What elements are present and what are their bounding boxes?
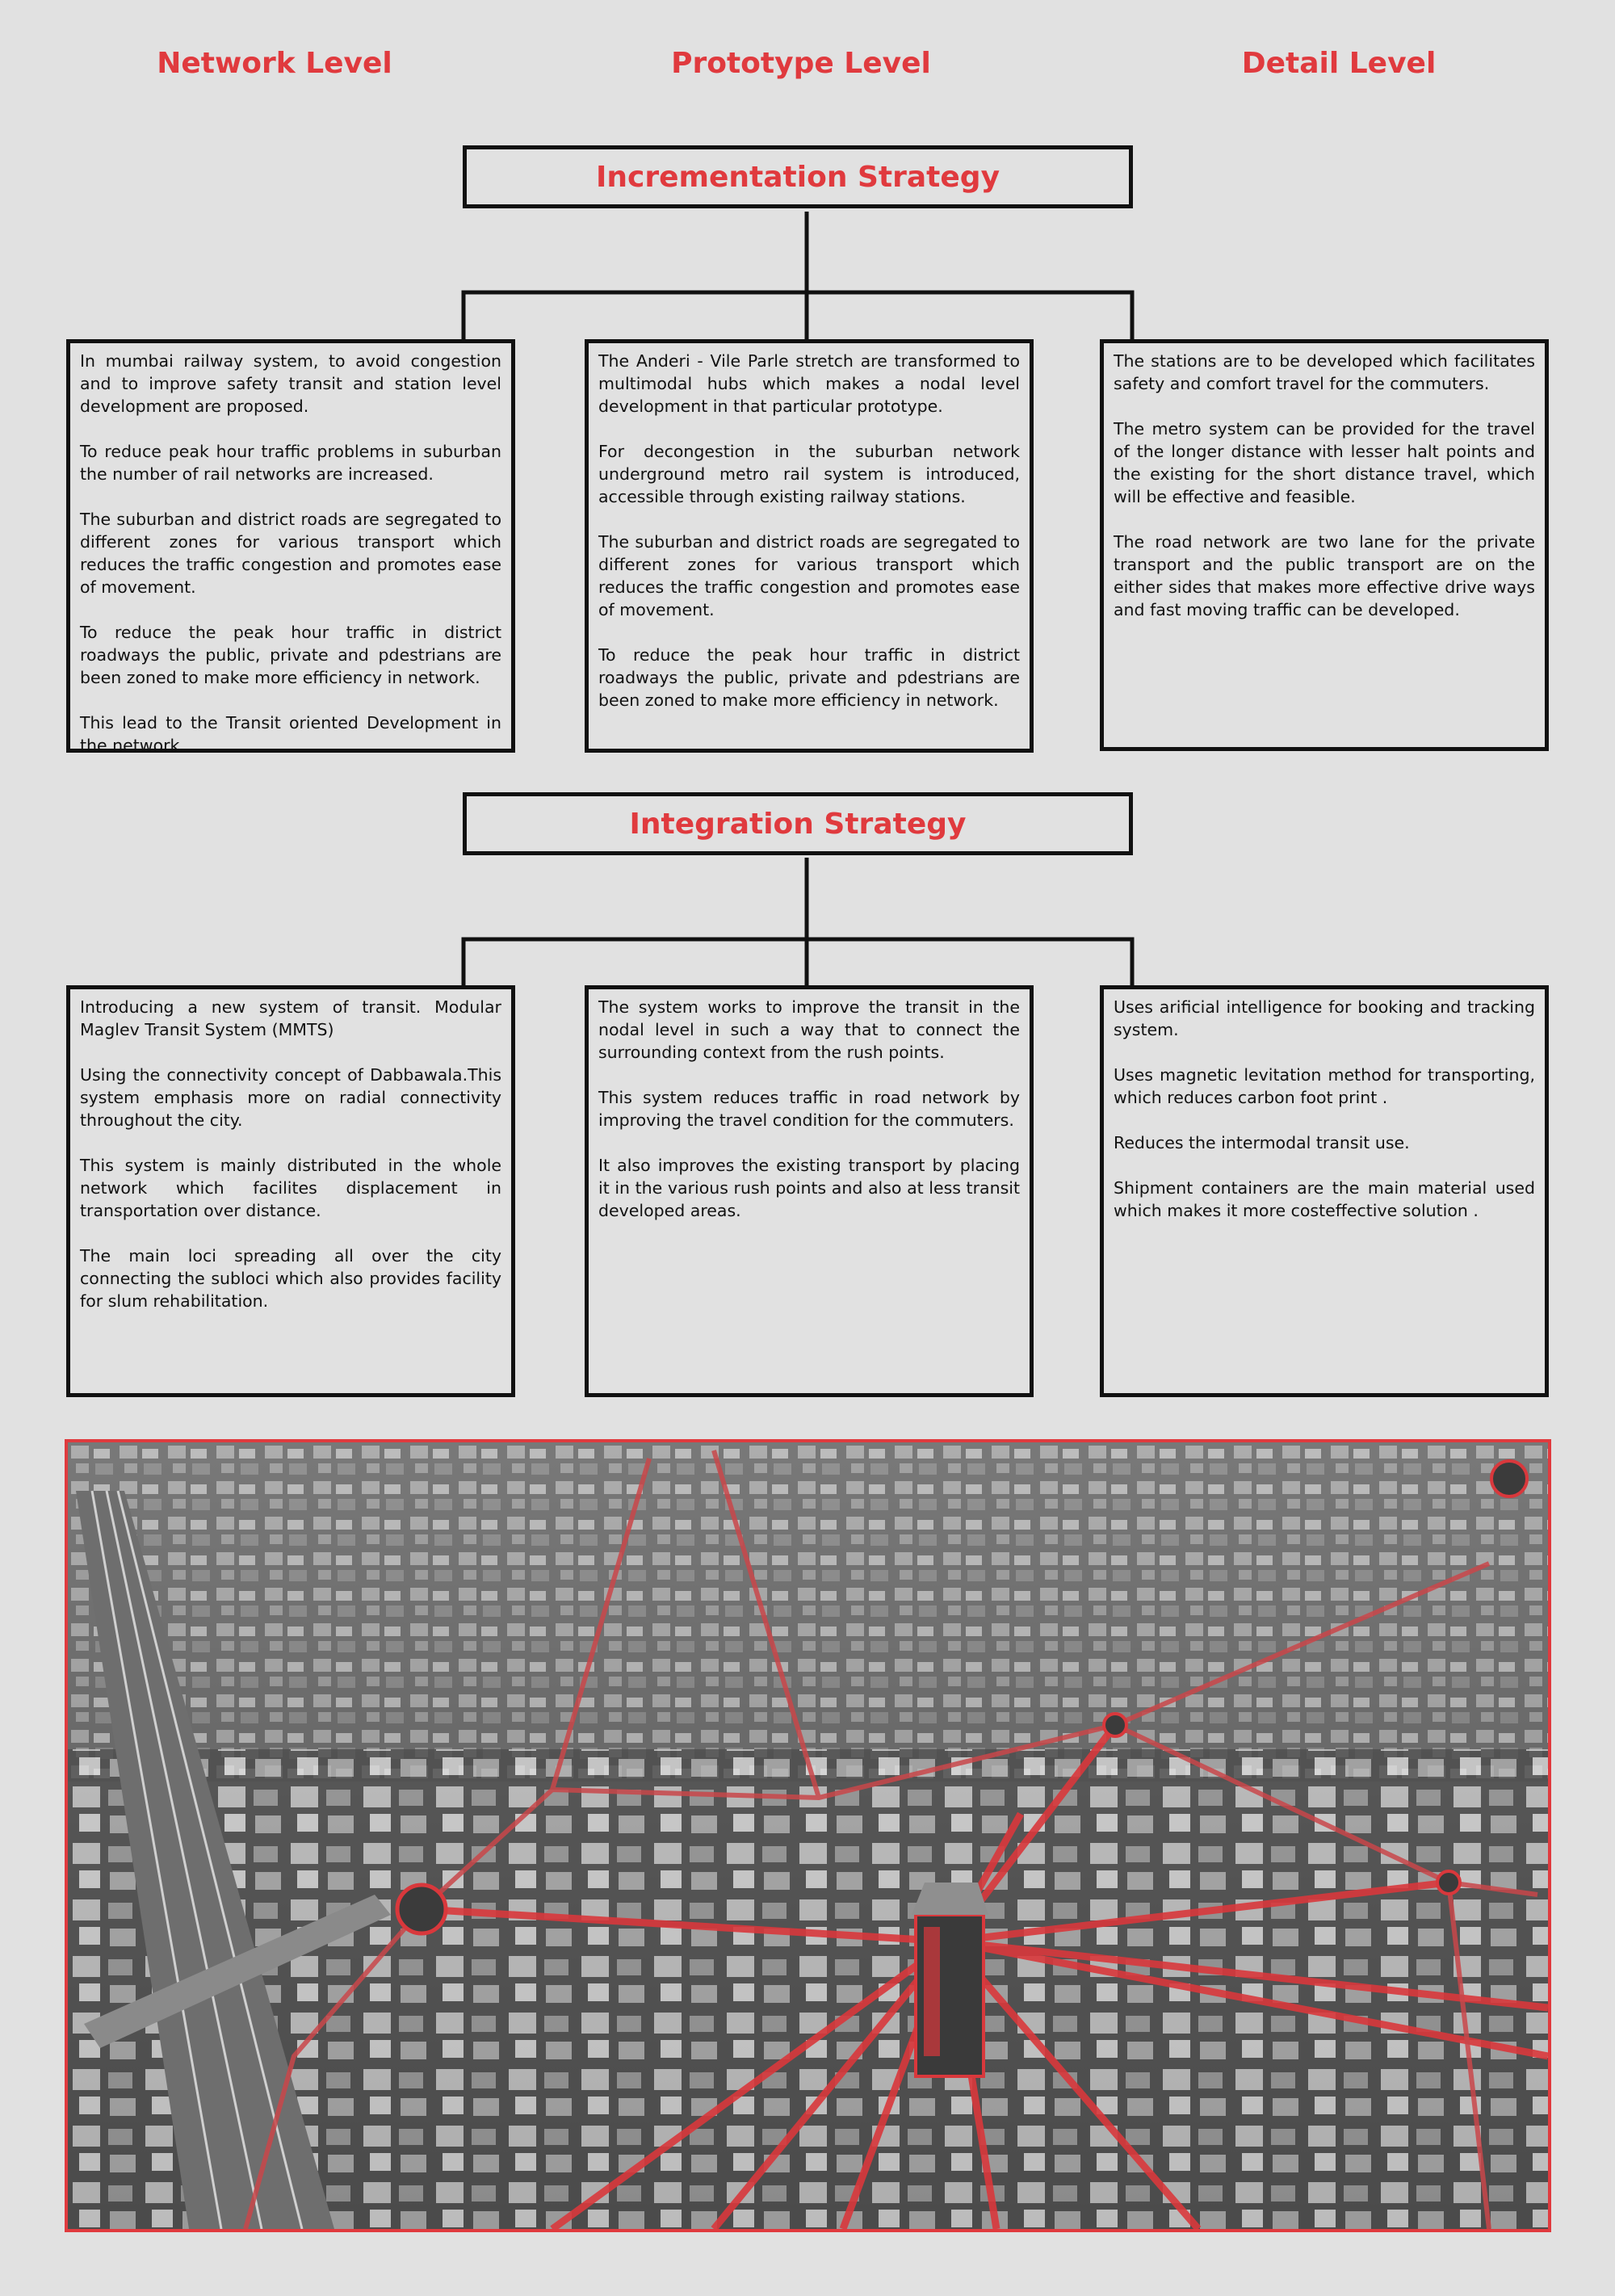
integration-detail-para-4: Shipment containers are the main material used which makes it more costeffective solution . (1114, 1178, 1535, 1220)
integration-detail-para-3: Reduces the intermodal transit use. (1114, 1133, 1410, 1152)
integration-prototype-para-3: It also improves the existing transport by placing it in the various rush points and also at less transit developed areas. (598, 1156, 1020, 1220)
network-level-heading: Network Level (157, 47, 392, 80)
incrementation-prototype-para-3: The suburban and district roads are segregated to different zones for various transport which reduces the traffic congestion and promotes ease of movement. (598, 532, 1020, 619)
incrementation-detail-para-1: The stations are to be developed which facilitates safety and comfort travel for the commuters. (1114, 351, 1535, 393)
integration-network-para-4: The main loci spreading all over the city connecting the subloci which also provides facility for slum rehabilitation. (80, 1246, 501, 1311)
aerial-network-illustration (68, 1442, 1548, 2229)
integration-network-para-2: Using the connectivity concept of Dabbawala.This system emphasis more on radial connectivity throughout the city. (80, 1065, 501, 1130)
incrementation-strategy-title: Incrementation Strategy (463, 145, 1133, 208)
detail-level-heading: Detail Level (1241, 47, 1437, 80)
integration-detail-para-1: Uses arificial intelligence for booking and tracking system. (1114, 997, 1535, 1039)
incrementation-prototype-para-4: To reduce the peak hour traffic in district roadways the public, private and pdestrians are been zoned to make more efficiency in network. (598, 645, 1020, 710)
integration-detail-para-2: Uses magnetic levitation method for transporting, which reduces carbon foot print . (1114, 1065, 1535, 1107)
integration-prototype-para-2: This system reduces traffic in road network by improving the travel condition for the commuters. (598, 1088, 1020, 1130)
prototype-level-heading: Prototype Level (671, 47, 931, 80)
incrementation-network-para-4: To reduce the peak hour traffic in district roadways the public, private and pdestrians are been zoned to make more efficiency in network. (80, 623, 501, 687)
incrementation-detail-box (1100, 339, 1549, 751)
integration-prototype-box (585, 985, 1034, 1397)
integration-network-para-3: This system is mainly distributed in the whole network which facilites displacement in transportation over distance. (80, 1156, 501, 1220)
incrementation-network-para-1: In mumbai railway system, to avoid congestion and to improve safety transit and station level development are proposed. (80, 351, 501, 416)
aerial-network-image (65, 1439, 1551, 2232)
incrementation-network-para-5: This lead to the Transit oriented Development in the network. (80, 713, 501, 755)
incrementation-prototype-para-2: For decongestion in the suburban network underground metro rail system is introduced, accessible through existing railway stations. (598, 442, 1020, 506)
incrementation-network-box (66, 339, 515, 753)
incrementation-detail-para-3: The road network are two lane for the private transport and the public transport are on the either sides that makes more effective drive ways and fast moving traffic can be developed. (1114, 532, 1535, 619)
integration-prototype-para-1: The system works to improve the transit in the nodal level in such a way that to connect the surrounding context from the rush points. (598, 997, 1020, 1062)
integration-strategy-title: Integration Strategy (463, 792, 1133, 855)
incrementation-detail-para-2: The metro system can be provided for the travel of the longer distance with lesser halt points and the existing for the short distance travel, which will be effective and feasible. (1114, 419, 1535, 506)
integration-network-box (66, 985, 515, 1397)
integration-network-para-1: Introducing a new system of transit. Modular Maglev Transit System (MMTS) (80, 997, 501, 1039)
incrementation-prototype-para-1: The Anderi - Vile Parle stretch are transformed to multimodal hubs which makes a nodal level development in that particular prototype. (598, 351, 1020, 416)
incrementation-prototype-box (585, 339, 1034, 753)
integration-detail-box (1100, 985, 1549, 1397)
incrementation-network-para-2: To reduce peak hour traffic problems in suburban the number of rail networks are increased. (80, 442, 501, 484)
incrementation-network-para-3: The suburban and district roads are segregated to different zones for various transport which reduces the traffic congestion and promotes ease of movement. (80, 510, 501, 597)
